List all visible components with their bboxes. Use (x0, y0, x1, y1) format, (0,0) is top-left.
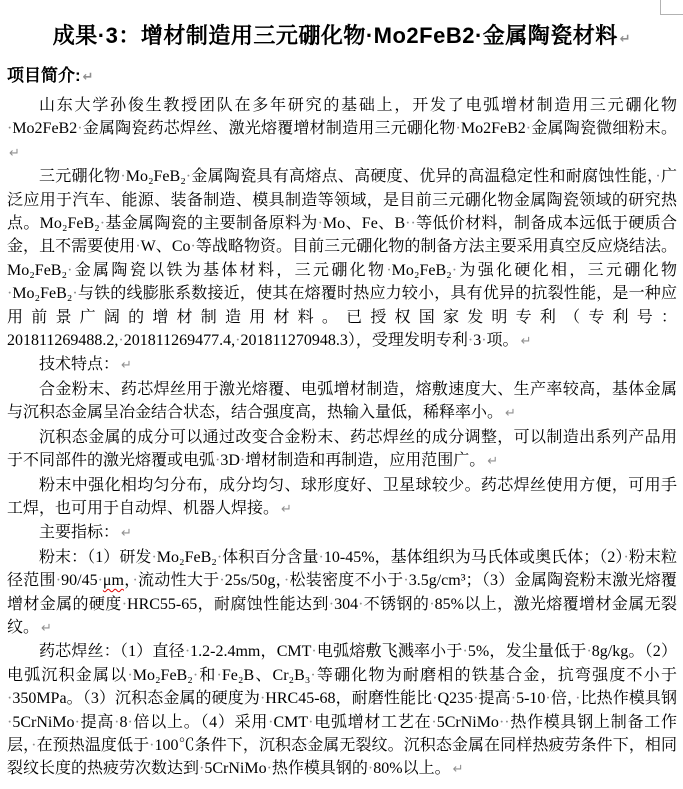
paragraph-mark-icon: ↵ (520, 334, 532, 350)
misspelled-word-um: μm (102, 572, 124, 590)
page-title-text: 成果·3：增材制造用三元硼化物·Mo2FeB2·金属陶瓷材料 (52, 23, 618, 48)
paragraph-tech-2 (7, 426, 677, 474)
wire-indicators-text: 药芯焊丝：（1）直径·1.2-2.4mm，CMT·电弧熔敷飞溅率小于·5%，发尘量低于·8g/kg。（2）电弧沉积金属以·Mo₂FeB₂·和·Fe₂B、Cr₂B₃·等硼化物为耐磨相的铁基合金，抗弯强度不小于·350MPa。（3）沉积态金属的硬度为·HRC45-68，耐磨性能比·Q235·提高·5-10·倍，·比热作模具钢·5CrNiMo·提高·8·倍以上。（4）采用·CMT·电弧增材工艺在·5CrNiMo··热作模具钢上制备工作层，·在预热温度低于·100℃条件下，沉积态金属无裂纹。沉积态金属在同样热疲劳条件下，相同裂纹长度的热疲劳次数达到·5CrNiMo·热作模具钢的·80%以上。 (7, 643, 677, 778)
paragraph-mark-icon: ↵ (121, 526, 132, 542)
paragraph-mark-icon: ↵ (619, 32, 632, 47)
paragraph-overview-text: 三元硼化物·Mo₂FeB₂·金属陶瓷具有高熔点、高硬度、优异的高温稳定性和耐腐蚀性能，·广泛应用于汽车、能源、装备制造、模具制造等领域，是目前三元硼化物金属陶瓷领域的研究热点。Mo₂FeB₂·基金属陶瓷的主要制备原料为·Mo、Fe、B··等低价材料，制备成本远低于硬质合金，且不需要使用·W、Co·等战略物资。目前三元硼化物的制备方法主要采用真空反应烧结法。Mo₂FeB₂·金属陶瓷以铁为基体材料，三元硼化物·Mo₂FeB₂·为强化硬化相，三元硼化物·Mo₂FeB₂·与铁的线膨胀系数接近，使其在熔覆时热应力较小，具有优异的抗裂性能，是一种应用前景广阔的增材制造用材料。已授权国家发明专利（专利号：201811269488.2,·201811269477.4,·201811270948.3），受理发明专利·3·项。 (7, 168, 677, 350)
paragraph-powder-indicators (7, 546, 677, 641)
paragraph-mark-icon: ↵ (452, 762, 464, 778)
intro-heading-text: 项目简介: (7, 66, 81, 85)
paragraph-overview (7, 165, 677, 353)
text-boundary-corner-mark (660, 0, 683, 15)
paragraph-wire-indicators (7, 640, 677, 781)
paragraph-mark-icon: ↵ (505, 406, 516, 422)
paragraph-tech-3-text: 粉末中强化相均匀分布，成分均匀、球形度好、卫星球较少。药芯焊丝使用方便，可用手工焊，也可用于自动焊、机器人焊接。 (7, 476, 677, 517)
tech-features-heading-text: 技术特点： (39, 356, 120, 374)
page-title (7, 20, 677, 56)
tech-features-heading (7, 353, 677, 377)
paragraph-mark-icon: ↵ (9, 145, 20, 161)
paragraph-mark-icon: ↵ (82, 70, 94, 85)
paragraph-mark-icon: ↵ (121, 358, 132, 374)
paragraph-tech-1-text: 合金粉末、药芯焊丝用于激光熔覆、电弧增材制造，熔敷速度大、生产率较高，基体金属与沉积态金属呈冶金结合状态，结合强度高，热输入量低，稀释率小。 (7, 380, 677, 422)
indicators-heading (7, 521, 677, 545)
paragraph-mark-icon: ↵ (281, 501, 292, 517)
paragraph-intro (7, 94, 677, 165)
intro-heading (7, 64, 677, 90)
indicators-heading-text: 主要指标： (39, 524, 120, 542)
paragraph-tech-3 (7, 474, 677, 522)
paragraph-mark-icon: ↵ (487, 454, 499, 470)
paragraph-tech-1 (7, 378, 677, 426)
paragraph-mark-icon: ↵ (41, 620, 52, 636)
powder-indicators-text-1: 粉末：（1）研发·Mo₂FeB₂·体积百分含量·10-45%，基体组织为马氏体或奥氏体；（2）·粉末粒径范围·90/45· (7, 548, 677, 590)
paragraph-intro-text: 山东大学孙俊生教授团队在多年研究的基础上，开发了电弧增材制造用三元硼化物·Mo2FeB2·金属陶瓷药芯焊丝、激光熔覆增材制造用三元硼化物·Mo2FeB2·金属陶瓷微细粉末。 (7, 97, 677, 138)
powder-indicators-text-2: ，·流动性大于·25s/50g，·松装密度不小于·3.5g/cm³；（3）金属陶瓷粉末激光熔覆增材金属的硬度·HRC55-65，耐腐蚀性能达到·304·不锈钢的·85%以上，激光熔覆增材金属无裂纹。 (7, 572, 677, 636)
paragraph-tech-2-text: 沉积态金属的成分可以通过改变合金粉末、药芯焊丝的成分调整，可以制造出系列产品用于不同部件的激光熔覆或电弧·3D·增材制造和再制造，应用范围广。 (7, 428, 677, 470)
